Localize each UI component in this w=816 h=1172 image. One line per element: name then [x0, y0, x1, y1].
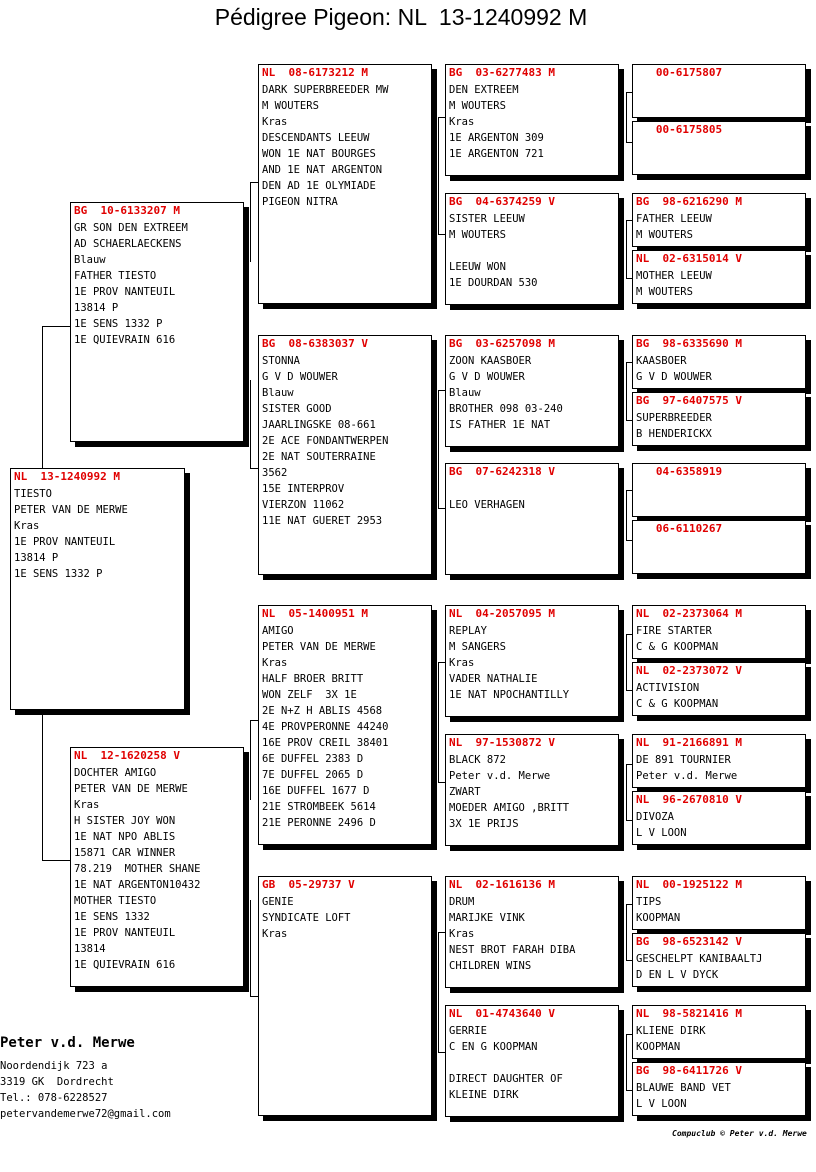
- pigeon-info-line: 6E DUFFEL 2383 D: [262, 753, 364, 765]
- pigeon-info-line: 16E PROV CREIL 38401: [262, 737, 389, 749]
- pigeon-info-line: HALF BROER BRITT: [262, 673, 364, 685]
- pigeon-card-father-mother: [258, 335, 432, 575]
- connector: [626, 764, 627, 820]
- ring-number: 06-6110267: [636, 522, 723, 535]
- pigeon-info-line: M WOUTERS: [449, 100, 506, 112]
- pigeon-info-line: 13814 P: [74, 302, 119, 314]
- pigeon-info-line: DARK SUPERBREEDER MW: [262, 84, 389, 96]
- pigeon-info-line: BLACK 872: [449, 754, 506, 766]
- pigeon-info-line: FATHER TIESTO: [74, 270, 157, 282]
- pigeon-info-line: 21E STROMBEEK 5614: [262, 801, 376, 813]
- pigeon-card-father: [70, 202, 244, 442]
- software-credit: Compuclub © Peter v.d. Merwe: [672, 1129, 807, 1138]
- pigeon-info-line: WON ZELF 3X 1E: [262, 689, 357, 701]
- pigeon-info-line: 1E PROV NANTEUIL: [14, 536, 116, 548]
- connector: [250, 182, 258, 183]
- pigeon-info-line: 1E NAT NPO ABLIS: [74, 831, 176, 843]
- ring-number: BG 98-6335690 M: [636, 337, 742, 350]
- connector: [438, 662, 445, 663]
- connector: [438, 390, 439, 508]
- pigeon-info-line: GESCHELPT KANIBAALTJ: [636, 953, 763, 965]
- ring-number: NL 00-1925122 M: [636, 878, 742, 891]
- pigeon-info-line: MOTHER LEEUW: [636, 270, 712, 282]
- pigeon-info-line: PIGEON NITRA: [262, 196, 338, 208]
- pigeon-card-g4: [632, 250, 806, 304]
- pigeon-info-line: DOCHTER AMIGO: [74, 767, 157, 779]
- pigeon-info-line: SISTER LEEUW: [449, 213, 525, 225]
- pigeon-info-line: AND 1E NAT ARGENTON: [262, 164, 383, 176]
- pigeon-card-g10: [632, 662, 806, 716]
- pigeon-info-line: DE 891 TOURNIER: [636, 754, 731, 766]
- connector: [250, 900, 251, 996]
- connector: [626, 1034, 627, 1090]
- pigeon-info-line: WON 1E NAT BOURGES: [262, 148, 376, 160]
- pigeon-card-mmm: [445, 1005, 619, 1117]
- pigeon-info-line: 78.219 MOTHER SHANE: [74, 863, 201, 875]
- pigeon-info-line: 13814 P: [14, 552, 59, 564]
- pigeon-info-line: FIRE STARTER: [636, 625, 712, 637]
- pigeon-info-line: LEEUW WON: [449, 261, 506, 273]
- breeder-address-line2: 3319 GK Dordrecht: [0, 1076, 114, 1088]
- pigeon-info-line: Kras: [449, 657, 475, 669]
- pigeon-card-father-father: [258, 64, 432, 304]
- pigeon-info-line: 1E SENS 1332 P: [74, 318, 163, 330]
- pigeon-info-line: TIPS: [636, 896, 662, 908]
- pigeon-info-line: STONNA: [262, 355, 300, 367]
- pigeon-info-line: Kras: [74, 799, 100, 811]
- pigeon-info-line: 3X 1E PRIJS: [449, 818, 519, 830]
- pigeon-info-line: SISTER GOOD: [262, 403, 332, 415]
- pigeon-info-line: Kras: [449, 928, 475, 940]
- ring-number: NL 02-1616136 M: [449, 878, 555, 891]
- pigeon-info-line: LEO VERHAGEN: [449, 499, 525, 511]
- connector: [250, 720, 251, 800]
- pigeon-card-fmm: [445, 463, 619, 575]
- ring-number: NL 08-6173212 M: [262, 66, 368, 79]
- connector: [42, 714, 43, 860]
- pigeon-info-line: 1E NAT ARGENTON10432: [74, 879, 201, 891]
- ring-number: BG 98-6523142 V: [636, 935, 742, 948]
- ring-number: 04-6358919: [636, 465, 723, 478]
- ring-number: BG 97-6407575 V: [636, 394, 742, 407]
- ring-number: BG 03-6257098 M: [449, 337, 555, 350]
- connector: [42, 860, 70, 861]
- connector: [438, 932, 439, 1052]
- pigeon-info-line: SUPERBREEDER: [636, 412, 712, 424]
- pigeon-info-line: DIRECT DAUGHTER OF: [449, 1073, 563, 1085]
- breeder-address-line1: Noordendijk 723 a: [0, 1060, 108, 1072]
- pigeon-card-subject: [10, 468, 185, 710]
- ring-number: NL 01-4743640 V: [449, 1007, 555, 1020]
- connector: [250, 182, 251, 262]
- ring-number: NL 12-1620258 V: [74, 749, 180, 762]
- breeder-email: petervandemerwe72@gmail.com: [0, 1108, 171, 1120]
- ring-number: NL 13-1240992 M: [14, 470, 120, 483]
- pigeon-info-line: Blauw: [74, 254, 106, 266]
- pigeon-card-g3: [632, 193, 806, 247]
- pigeon-info-line: Kras: [14, 520, 40, 532]
- pigeon-info-line: NEST BROT FARAH DIBA: [449, 944, 576, 956]
- connector: [626, 220, 627, 278]
- pigeon-card-g14: [632, 933, 806, 987]
- ring-number: 00-6175805: [636, 123, 723, 136]
- ring-number: NL 02-6315014 V: [636, 252, 742, 265]
- pigeon-card-g7: [632, 463, 806, 517]
- pigeon-card-mother-mother: [258, 876, 432, 1116]
- pigeon-info-line: ZOON KAASBOER: [449, 355, 532, 367]
- pigeon-info-line: 16E DUFFEL 1677 D: [262, 785, 370, 797]
- ring-number: BG 08-6383037 V: [262, 337, 368, 350]
- pigeon-info-line: MARIJKE VINK: [449, 912, 525, 924]
- pigeon-info-line: 1E NAT NPOCHANTILLY: [449, 689, 570, 701]
- pigeon-info-line: M WOUTERS: [636, 286, 693, 298]
- pigeon-info-line: IS FATHER 1E NAT: [449, 419, 551, 431]
- connector: [626, 362, 627, 420]
- ring-number: GB 05-29737 V: [262, 878, 355, 891]
- pigeon-info-line: PETER VAN DE MERWE: [74, 783, 188, 795]
- pigeon-info-line: 1E SENS 1332 P: [14, 568, 103, 580]
- connector: [438, 782, 445, 783]
- connector: [250, 468, 258, 469]
- breeder-phone: Tel.: 078-6228527: [0, 1092, 108, 1104]
- pigeon-info-line: KOOPMAN: [636, 1041, 681, 1053]
- pigeon-card-mfm: [445, 734, 619, 846]
- pigeon-info-line: Kras: [449, 116, 475, 128]
- pigeon-info-line: 15871 CAR WINNER: [74, 847, 176, 859]
- pigeon-info-line: L V LOON: [636, 827, 687, 839]
- connector: [438, 117, 445, 118]
- pigeon-card-g1: [632, 64, 806, 118]
- pigeon-card-mother-father: [258, 605, 432, 845]
- page-title: Pédigree Pigeon: NL 13-1240992 M: [214, 4, 588, 30]
- ring-number: NL 97-1530872 V: [449, 736, 555, 749]
- ring-number: NL 02-2373072 V: [636, 664, 742, 677]
- ring-number: NL 04-2057095 M: [449, 607, 555, 620]
- pigeon-info-line: 1E ARGENTON 309: [449, 132, 544, 144]
- pigeon-info-line: GR SON DEN EXTREEM: [74, 222, 188, 234]
- pigeon-info-line: VADER NATHALIE: [449, 673, 538, 685]
- pigeon-info-line: PETER VAN DE MERWE: [262, 641, 376, 653]
- ring-number: BG 98-6216290 M: [636, 195, 742, 208]
- pigeon-info-line: TIESTO: [14, 488, 52, 500]
- pigeon-info-line: [449, 243, 615, 259]
- connector: [626, 92, 627, 142]
- connector: [438, 662, 439, 782]
- pigeon-info-line: DRUM: [449, 896, 475, 908]
- pigeon-card-g9: [632, 605, 806, 659]
- pigeon-info-line: Peter v.d. Merwe: [449, 770, 551, 782]
- pigeon-info-line: DESCENDANTS LEEUW: [262, 132, 370, 144]
- pigeon-info-line: G V D WOUWER: [262, 371, 338, 383]
- pigeon-card-g12: [632, 791, 806, 845]
- ring-number: BG 98-6411726 V: [636, 1064, 742, 1077]
- pigeon-info-line: D EN L V DYCK: [636, 969, 719, 981]
- connector: [250, 996, 258, 997]
- ring-number: BG 03-6277483 M: [449, 66, 555, 79]
- pigeon-info-line: FATHER LEEUW: [636, 213, 712, 225]
- connector: [626, 490, 627, 540]
- pigeon-card-ffm: [445, 193, 619, 305]
- pigeon-info-line: DEN AD 1E OLYMIADE: [262, 180, 376, 192]
- ring-number: 00-6175807: [636, 66, 723, 79]
- pigeon-info-line: AMIGO: [262, 625, 294, 637]
- pigeon-info-line: Blauw: [449, 387, 481, 399]
- pigeon-info-line: DIVOZA: [636, 811, 674, 823]
- pigeon-info-line: MOTHER TIESTO: [74, 895, 157, 907]
- pigeon-info-line: GENIE: [262, 896, 294, 908]
- pigeon-card-g6: [632, 392, 806, 446]
- pigeon-info-line: Blauw: [262, 387, 294, 399]
- pigeon-info-line: 1E PROV NANTEUIL: [74, 927, 176, 939]
- pigeon-info-line: 1E QUIEVRAIN 616: [74, 334, 176, 346]
- pigeon-info-line: REPLAY: [449, 625, 487, 637]
- pigeon-info-line: KOOPMAN: [636, 912, 681, 924]
- pigeon-info-line: M WOUTERS: [636, 229, 693, 241]
- pigeon-info-line: GERRIE: [449, 1025, 487, 1037]
- connector: [438, 117, 439, 234]
- pigeon-info-line: Kras: [262, 928, 288, 940]
- connector: [438, 1052, 445, 1053]
- pigeon-card-g5: [632, 335, 806, 389]
- pigeon-info-line: C & G KOOPMAN: [636, 698, 719, 710]
- pigeon-info-line: 11E NAT GUERET 2953: [262, 515, 383, 527]
- pigeon-card-g15: [632, 1005, 806, 1059]
- pigeon-info-line: KAASBOER: [636, 355, 687, 367]
- pigeon-info-line: 3562: [262, 467, 288, 479]
- pigeon-card-fmf: [445, 335, 619, 447]
- pigeon-card-mother: [70, 747, 244, 987]
- pigeon-card-g8: [632, 520, 806, 574]
- pigeon-info-line: ACTIVISION: [636, 682, 700, 694]
- pigeon-info-line: 13814: [74, 943, 106, 955]
- connector: [250, 720, 258, 721]
- pigeon-info-line: L V LOON: [636, 1098, 687, 1110]
- pigeon-info-line: 2E N+Z H ABLIS 4568: [262, 705, 383, 717]
- pigeon-info-line: KLEINE DIRK: [449, 1089, 519, 1101]
- pigeon-info-line: 7E DUFFEL 2065 D: [262, 769, 364, 781]
- pigeon-info-line: VIERZON 11062: [262, 499, 345, 511]
- pigeon-card-g16: [632, 1062, 806, 1116]
- pigeon-info-line: 21E PERONNE 2496 D: [262, 817, 376, 829]
- ring-number: NL 02-2373064 M: [636, 607, 742, 620]
- ring-number: BG 07-6242318 V: [449, 465, 555, 478]
- connector: [438, 390, 445, 391]
- pigeon-info-line: C & G KOOPMAN: [636, 641, 719, 653]
- connector: [42, 326, 70, 327]
- pigeon-info-line: 4E PROVPERONNE 44240: [262, 721, 389, 733]
- pigeon-info-line: Kras: [262, 116, 288, 128]
- pigeon-info-line: BLAUWE BAND VET: [636, 1082, 731, 1094]
- ring-number: NL 98-5821416 M: [636, 1007, 742, 1020]
- pigeon-info-line: ZWART: [449, 786, 481, 798]
- pigeon-info-line: DEN EXTREEM: [449, 84, 519, 96]
- ring-number: NL 96-2670810 V: [636, 793, 742, 806]
- ring-number: BG 10-6133207 M: [74, 204, 180, 217]
- connector: [438, 932, 445, 933]
- pigeon-info-line: B HENDERICKX: [636, 428, 712, 440]
- pigeon-info-line: [449, 481, 615, 497]
- pigeon-card-mmf: [445, 876, 619, 988]
- pigeon-info-line: MOEDER AMIGO ,BRITT: [449, 802, 570, 814]
- connector: [438, 234, 445, 235]
- pigeon-info-line: [449, 1055, 615, 1071]
- pigeon-info-line: 15E INTERPROV: [262, 483, 345, 495]
- pigeon-card-mff: [445, 605, 619, 717]
- connector: [626, 904, 627, 960]
- pigeon-info-line: G V D WOUWER: [449, 371, 525, 383]
- pigeon-info-line: JAARLINGSKE 08-661: [262, 419, 376, 431]
- pigeon-info-line: 1E QUIEVRAIN 616: [74, 959, 176, 971]
- pigeon-info-line: Peter v.d. Merwe: [636, 770, 738, 782]
- pigeon-info-line: H SISTER JOY WON: [74, 815, 176, 827]
- pigeon-info-line: 2E NAT SOUTERRAINE: [262, 451, 376, 463]
- connector: [626, 634, 627, 690]
- pigeon-info-line: M WOUTERS: [449, 229, 506, 241]
- pigeon-info-line: BROTHER 098 03-240: [449, 403, 563, 415]
- pigeon-info-line: 1E DOURDAN 530: [449, 277, 538, 289]
- pigeon-card-fff: [445, 64, 619, 176]
- pigeon-info-line: PETER VAN DE MERWE: [14, 504, 128, 516]
- ring-number: NL 91-2166891 M: [636, 736, 742, 749]
- pigeon-info-line: KLIENE DIRK: [636, 1025, 706, 1037]
- connector: [438, 508, 445, 509]
- pigeon-card-g2: [632, 121, 806, 175]
- ring-number: BG 04-6374259 V: [449, 195, 555, 208]
- pigeon-info-line: M SANGERS: [449, 641, 506, 653]
- pigeon-info-line: G V D WOUWER: [636, 371, 712, 383]
- pigeon-info-line: SYNDICATE LOFT: [262, 912, 351, 924]
- pigeon-card-g11: [632, 734, 806, 788]
- connector: [42, 326, 43, 468]
- pigeon-info-line: 1E ARGENTON 721: [449, 148, 544, 160]
- pigeon-info-line: 1E PROV NANTEUIL: [74, 286, 176, 298]
- pigeon-info-line: C EN G KOOPMAN: [449, 1041, 538, 1053]
- pigeon-info-line: 1E SENS 1332: [74, 911, 150, 923]
- pigeon-info-line: 2E ACE FONDANTWERPEN: [262, 435, 389, 447]
- connector: [250, 380, 251, 468]
- ring-number: NL 05-1400951 M: [262, 607, 368, 620]
- breeder-name: Peter v.d. Merwe: [0, 1035, 135, 1051]
- pigeon-info-line: M WOUTERS: [262, 100, 319, 112]
- pigeon-card-g13: [632, 876, 806, 930]
- pigeon-info-line: Kras: [262, 657, 288, 669]
- pigeon-info-line: AD SCHAERLAECKENS: [74, 238, 182, 250]
- pigeon-info-line: CHILDREN WINS: [449, 960, 532, 972]
